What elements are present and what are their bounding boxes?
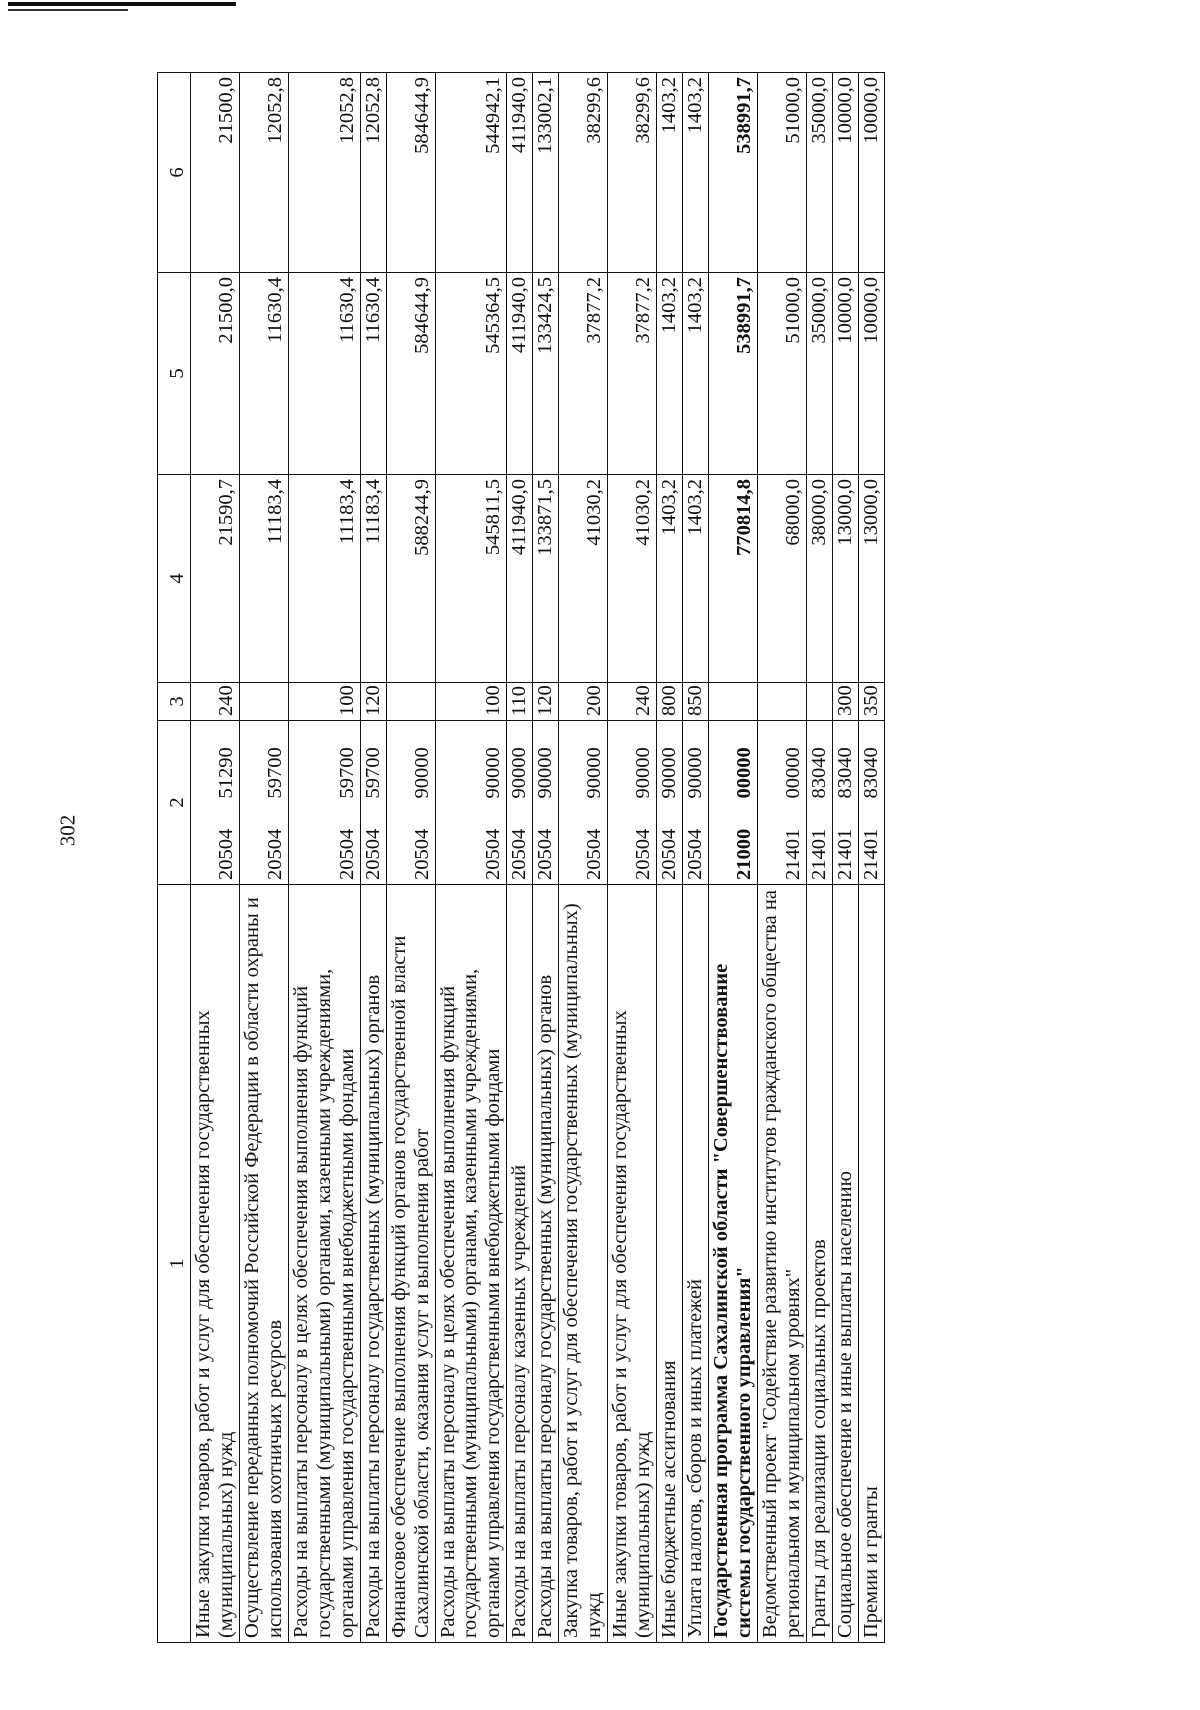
row-expense-type <box>239 683 288 721</box>
row-csr-program: 21401 <box>806 803 832 885</box>
table-row <box>832 73 858 1643</box>
header-rule-thin <box>8 9 128 11</box>
row-amount-col6: 12052,8 <box>360 73 386 273</box>
table-row <box>288 73 360 1643</box>
row-amount-col4: 1403,2 <box>683 475 709 683</box>
row-name: Иные бюджетные ассигнования <box>657 885 683 1643</box>
table-row <box>507 73 533 1643</box>
row-name: Расходы на выплаты персоналу в целях обеспечения выполнения функций государственными (муниципальными) органами, казенными учреждениями, органами управления государственными внебюджетными фондами <box>435 885 507 1643</box>
row-amount-col5: 584644,9 <box>386 273 435 475</box>
row-expense-type: 100 <box>288 683 360 721</box>
row-csr-direction: 90000 <box>657 721 683 803</box>
row-csr-program: 20504 <box>435 803 507 885</box>
row-amount-col6: 1403,2 <box>657 73 683 273</box>
row-amount-col6: 411940,0 <box>507 73 533 273</box>
row-amount-col6: 12052,8 <box>239 73 288 273</box>
row-csr-program: 20504 <box>657 803 683 885</box>
row-amount-col6: 38299,6 <box>608 73 657 273</box>
row-amount-col5: 10000,0 <box>832 273 858 475</box>
row-csr-program: 20504 <box>533 803 559 885</box>
table-row <box>191 73 240 1643</box>
row-csr-program: 21401 <box>832 803 858 885</box>
row-amount-col4: 13000,0 <box>832 475 858 683</box>
row-amount-col6: 544942,1 <box>435 73 507 273</box>
row-amount-col5: 1403,2 <box>657 273 683 475</box>
row-amount-col4: 1403,2 <box>657 475 683 683</box>
row-expense-type: 240 <box>608 683 657 721</box>
row-expense-type: 350 <box>858 683 884 721</box>
row-amount-col6: 1403,2 <box>683 73 709 273</box>
row-expense-type: 110 <box>507 683 533 721</box>
row-amount-col4: 21590,7 <box>191 475 240 683</box>
row-csr-direction: 90000 <box>507 721 533 803</box>
row-csr-direction: 90000 <box>435 721 507 803</box>
row-amount-col6: 10000,0 <box>832 73 858 273</box>
row-csr-program: 20504 <box>360 803 386 885</box>
row-csr-direction: 59700 <box>288 721 360 803</box>
table-row <box>657 73 683 1643</box>
table-row <box>806 73 832 1643</box>
row-expense-type <box>386 683 435 721</box>
table-row <box>435 73 507 1643</box>
row-amount-col6: 584644,9 <box>386 73 435 273</box>
row-amount-col4: 770814,8 <box>709 475 758 683</box>
row-csr-direction: 00000 <box>709 721 758 803</box>
row-amount-col5: 545364,5 <box>435 273 507 475</box>
row-csr-direction: 51290 <box>191 721 240 803</box>
row-expense-type: 850 <box>683 683 709 721</box>
table-row <box>608 73 657 1643</box>
row-name: Социальное обеспечение и иные выплаты населению <box>832 885 858 1643</box>
row-amount-col6: 12052,8 <box>288 73 360 273</box>
row-amount-col4: 13000,0 <box>858 475 884 683</box>
row-name: Государственная программа Сахалинской области "Совершенствование системы государственного управления" <box>709 885 758 1643</box>
row-csr-program: 20504 <box>608 803 657 885</box>
row-amount-col6: 21500,0 <box>191 73 240 273</box>
row-name: Закупка товаров, работ и услуг для обеспечения государственных (муниципальных) нужд <box>559 885 608 1643</box>
table-row <box>858 73 884 1643</box>
header-row <box>158 73 191 1643</box>
row-amount-col5: 11630,4 <box>239 273 288 475</box>
row-csr-program: 20504 <box>683 803 709 885</box>
row-csr-program: 20504 <box>386 803 435 885</box>
row-csr-direction: 90000 <box>533 721 559 803</box>
row-csr-program: 20504 <box>288 803 360 885</box>
col-header-4: 4 <box>158 475 191 683</box>
row-expense-type: 300 <box>832 683 858 721</box>
row-amount-col4: 41030,2 <box>608 475 657 683</box>
row-expense-type: 200 <box>559 683 608 721</box>
table-row <box>683 73 709 1643</box>
table-body <box>191 73 885 1643</box>
table-row <box>360 73 386 1643</box>
row-csr-program: 21401 <box>757 803 806 885</box>
row-csr-direction: 90000 <box>608 721 657 803</box>
row-amount-col5: 37877,2 <box>608 273 657 475</box>
row-amount-col4: 588244,9 <box>386 475 435 683</box>
row-csr-direction: 90000 <box>559 721 608 803</box>
row-amount-col5: 1403,2 <box>683 273 709 475</box>
col-header-6: 6 <box>158 73 191 273</box>
row-amount-col6: 133002,1 <box>533 73 559 273</box>
row-name: Премии и гранты <box>858 885 884 1643</box>
row-amount-col4: 11183,4 <box>360 475 386 683</box>
row-expense-type <box>709 683 758 721</box>
row-amount-col5: 133424,5 <box>533 273 559 475</box>
row-csr-direction: 83040 <box>806 721 832 803</box>
row-amount-col4: 41030,2 <box>559 475 608 683</box>
row-amount-col4: 11183,4 <box>239 475 288 683</box>
page-number: 302 <box>55 814 80 847</box>
col-header-2: 2 <box>158 721 191 885</box>
row-csr-program: 21000 <box>709 803 758 885</box>
row-amount-col6: 51000,0 <box>757 73 806 273</box>
col-header-5: 5 <box>158 273 191 475</box>
row-csr-direction: 59700 <box>360 721 386 803</box>
table-row <box>709 73 758 1643</box>
col-header-3: 3 <box>158 683 191 721</box>
row-csr-program: 20504 <box>559 803 608 885</box>
row-csr-direction: 59700 <box>239 721 288 803</box>
row-amount-col5: 21500,0 <box>191 273 240 475</box>
row-name: Финансовое обеспечение выполнения функций органов государственной власти Сахалинской области, оказания услуг и выполнения работ <box>386 885 435 1643</box>
row-amount-col6: 35000,0 <box>806 73 832 273</box>
row-amount-col5: 35000,0 <box>806 273 832 475</box>
row-amount-col4: 11183,4 <box>288 475 360 683</box>
row-csr-direction: 83040 <box>858 721 884 803</box>
row-csr-program: 21401 <box>858 803 884 885</box>
table-row <box>239 73 288 1643</box>
row-name: Иные закупки товаров, работ и услуг для обеспечения государственных (муниципальных) нужд <box>608 885 657 1643</box>
row-amount-col6: 38299,6 <box>559 73 608 273</box>
row-name: Уплата налогов, сборов и иных платежей <box>683 885 709 1643</box>
row-amount-col4: 411940,0 <box>507 475 533 683</box>
row-amount-col5: 411940,0 <box>507 273 533 475</box>
row-name: Иные закупки товаров, работ и услуг для обеспечения государственных (муниципальных) нужд <box>191 885 240 1643</box>
row-name: Расходы на выплаты персоналу государственных (муниципальных) органов <box>360 885 386 1643</box>
row-expense-type <box>806 683 832 721</box>
row-name: Расходы на выплаты персоналу в целях обеспечения выполнения функций государственными (муниципальными) органами, казенными учреждениями, органами управления государственными внебюджетными фондами <box>288 885 360 1643</box>
table-row <box>757 73 806 1643</box>
row-amount-col5: 11630,4 <box>360 273 386 475</box>
row-csr-program: 20504 <box>239 803 288 885</box>
row-csr-program: 20504 <box>507 803 533 885</box>
row-expense-type <box>757 683 806 721</box>
row-amount-col5: 10000,0 <box>858 273 884 475</box>
row-amount-col4: 133871,5 <box>533 475 559 683</box>
row-name: Расходы на выплаты персоналу казенных учреждений <box>507 885 533 1643</box>
row-name: Осуществление переданных полномочий Российской Федерации в области охраны и использования охотничьих ресурсов <box>239 885 288 1643</box>
row-amount-col5: 538991,7 <box>709 273 758 475</box>
header-rule <box>8 2 236 6</box>
rotated-page <box>157 73 1000 1643</box>
row-amount-col5: 37877,2 <box>559 273 608 475</box>
row-expense-type: 800 <box>657 683 683 721</box>
row-name: Гранты для реализации социальных проектов <box>806 885 832 1643</box>
table-row <box>533 73 559 1643</box>
row-amount-col5: 11630,4 <box>288 273 360 475</box>
row-csr-direction: 83040 <box>832 721 858 803</box>
row-csr-direction: 90000 <box>683 721 709 803</box>
row-csr-direction: 90000 <box>386 721 435 803</box>
row-expense-type: 120 <box>533 683 559 721</box>
budget-table <box>157 72 885 1643</box>
row-expense-type: 100 <box>435 683 507 721</box>
row-amount-col4: 68000,0 <box>757 475 806 683</box>
row-expense-type: 240 <box>191 683 240 721</box>
row-expense-type: 120 <box>360 683 386 721</box>
row-amount-col4: 38000,0 <box>806 475 832 683</box>
row-amount-col5: 51000,0 <box>757 273 806 475</box>
table-row <box>559 73 608 1643</box>
row-amount-col6: 10000,0 <box>858 73 884 273</box>
row-amount-col4: 545811,5 <box>435 475 507 683</box>
table-row <box>386 73 435 1643</box>
row-name: Ведомственный проект "Содействие развитию институтов гражданского общества на региональном и муниципальном уровнях" <box>757 885 806 1643</box>
row-csr-program: 20504 <box>191 803 240 885</box>
row-name: Расходы на выплаты персоналу государственных (муниципальных) органов <box>533 885 559 1643</box>
row-amount-col6: 538991,7 <box>709 73 758 273</box>
col-header-1: 1 <box>158 885 191 1643</box>
row-csr-direction: 00000 <box>757 721 806 803</box>
